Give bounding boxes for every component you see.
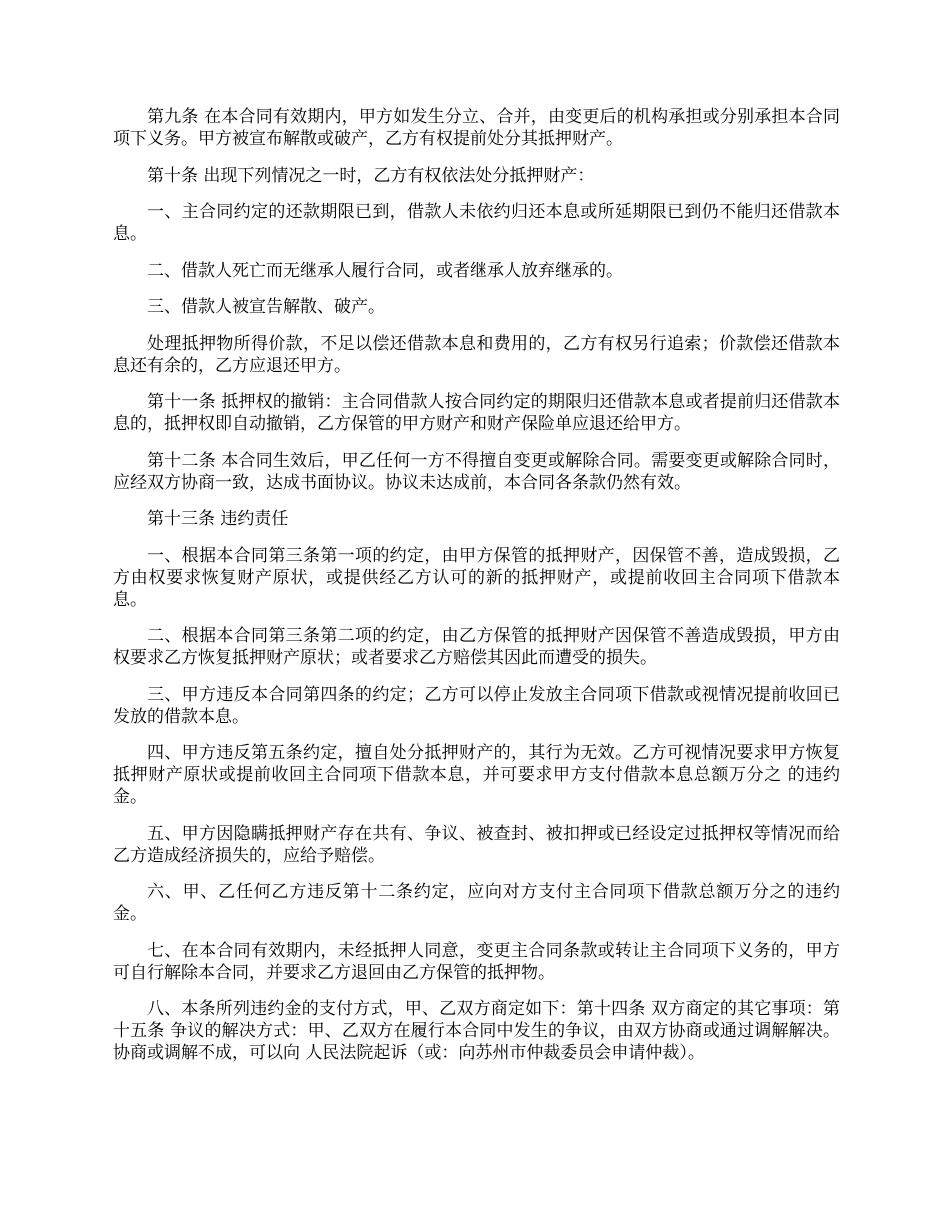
article-10-item-2: 二、借款人死亡而无继承人履行合同，或者继承人放弃继承的。 (147, 260, 623, 281)
article-11-paragraph: 第十一条 抵押权的撤销：主合同借款人按合同约定的期限归还借款本息或者提前归还借款本息的，抵押权即自动撤销，乙方保管的甲方财产和财产保险单应退还给甲方。 (113, 392, 840, 434)
disposal-proceeds-paragraph: 处理抵押物所得价款，不足以偿还借款本息和费用的，乙方有权另行追索；价款偿还借款本息还有余的，乙方应退还甲方。 (113, 333, 840, 376)
article-13-item-8: 八、本条所列违约金的支付方式，甲、乙双方商定如下：第十四条 双方商定的其它事项：第十五条 争议的解决方式：甲、乙双方在履行本合同中发生的争议，由双方协商或通过调解解决。协商或调解不成，可以向 人民法院起诉（或：向苏州市仲裁委员会申请仲裁）。 (113, 999, 840, 1063)
article-13-item-6: 六、甲、乙任何乙方违反第十二条约定，应向对方支付主合同项下借款总额万分之的违约金。 (113, 882, 840, 924)
article-10-item-3: 三、借款人被宣告解散、破产。 (147, 297, 385, 317)
article-9-paragraph: 第九条 在本合同有效期内，甲方如发生分立、合并，由变更后的机构承担或分别承担本合同项下义务。甲方被宣布解散或破产，乙方有权提前处分其抵押财产。 (113, 107, 840, 149)
article-13-item-2: 二、根据本合同第三条第二项的约定，由乙方保管的抵押财产因保管不善造成毁损，甲方由权要求乙方恢复抵押财产原状；或者要求乙方赔偿其因此而遭受的损失。 (113, 626, 840, 668)
article-12-paragraph: 第十二条 本合同生效后，甲乙任何一方不得擅自变更或解除合同。需要变更或解除合同时，应经双方协商一致，达成书面协议。协议未达成前，本合同各条款仍然有效。 (113, 450, 840, 493)
article-10-paragraph: 第十条 出现下列情况之一时，乙方有权依法处分抵押财产： (147, 165, 595, 186)
article-13-item-7: 七、在本合同有效期内，未经抵押人同意，变更主合同条款或转让主合同项下义务的，甲方可自行解除本合同，并要求乙方退回由乙方保管的抵押物。 (113, 940, 840, 983)
article-10-item-1: 一、主合同约定的还款期限已到，借款人未依约归还本息或所延期限已到仍不能归还借款本息。 (113, 202, 840, 244)
article-13-item-1: 一、根据本合同第三条第一项的约定，由甲方保管的抵押财产，因保管不善，造成毁损，乙方由权要求恢复财产原状，或提供经乙方认可的新的抵押财产，或提前收回主合同项下借款本息。 (113, 545, 840, 610)
article-13-heading: 第十三条 违约责任 (147, 509, 289, 529)
document-page (113, 106, 840, 1079)
article-13-item-4: 四、甲方违反第五条约定，擅自处分抵押财产的，其行为无效。乙方可视情况要求甲方恢复抵押财产原状或提前收回主合同项下借款本息，并可要求甲方支付借款本息总额万分之 的违约金。 (113, 743, 840, 807)
article-13-item-3: 三、甲方违反本合同第四条的约定；乙方可以停止发放主合同项下借款或视情况提前收回已发放的借款本息。 (113, 684, 840, 727)
article-13-item-5: 五、甲方因隐瞒抵押财产存在共有、争议、被查封、被扣押或已经设定过抵押权等情况而给乙方造成经济损失的，应给予赔偿。 (113, 823, 840, 866)
